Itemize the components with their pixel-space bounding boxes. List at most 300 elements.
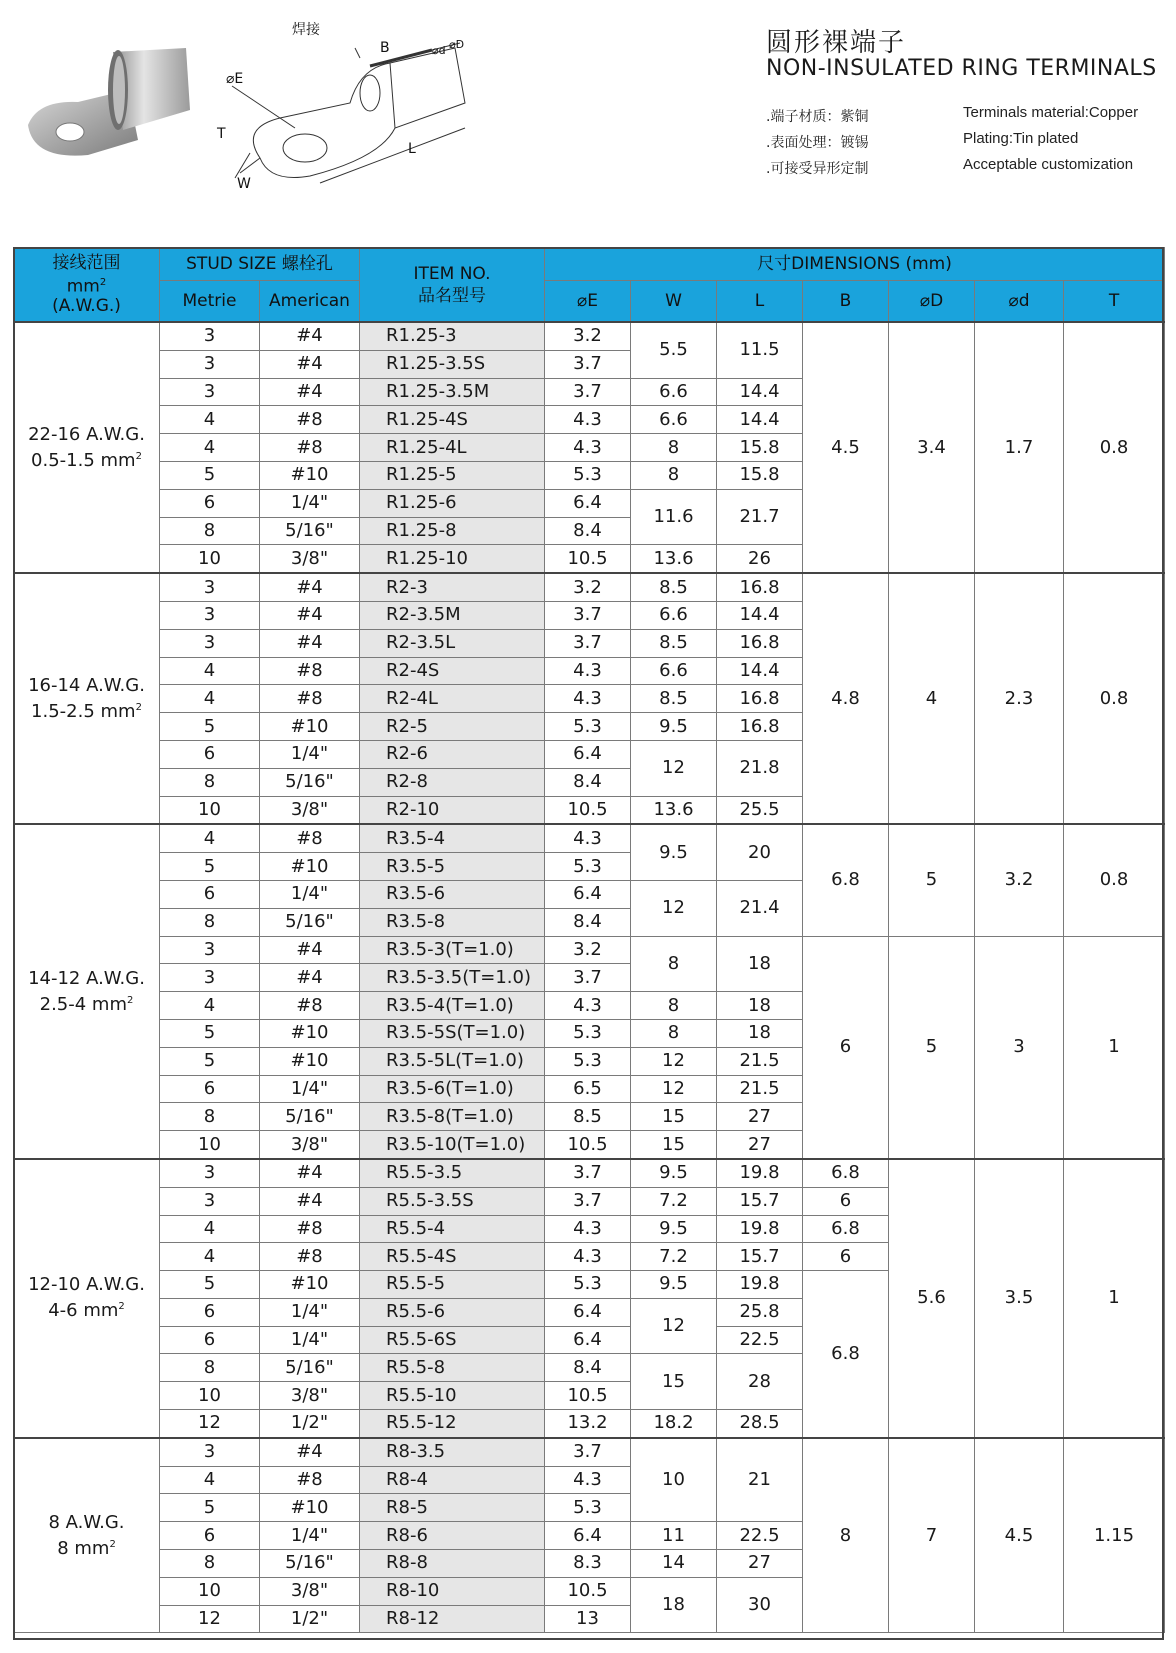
w-cell: 11 bbox=[631, 1522, 717, 1550]
label-e: ⌀E bbox=[226, 71, 244, 87]
item-cell: R3.5-4(T=1.0) bbox=[360, 992, 545, 1020]
e-cell: 5.3 bbox=[545, 713, 631, 741]
e-cell: 3.7 bbox=[545, 629, 631, 657]
l-cell: 18 bbox=[717, 992, 803, 1020]
e-cell: 10.5 bbox=[545, 1382, 631, 1410]
metric-cell: 3 bbox=[160, 601, 260, 629]
label-big-d: ⌀D bbox=[449, 38, 465, 51]
american-cell: #4 bbox=[260, 601, 360, 629]
dim-b-cell: 6 bbox=[803, 1243, 889, 1271]
w-cell: 13.6 bbox=[631, 796, 717, 824]
item-cell: R8-12 bbox=[360, 1605, 545, 1633]
title-cn: 圆形裸端子 bbox=[766, 28, 907, 58]
american-cell: #8 bbox=[260, 1466, 360, 1494]
item-cell: R2-3 bbox=[360, 573, 545, 601]
w-cell: 6.6 bbox=[631, 657, 717, 685]
e-cell: 4.3 bbox=[545, 1243, 631, 1271]
dimension-diagram bbox=[217, 8, 520, 198]
item-cell: R3.5-6 bbox=[360, 880, 545, 908]
item-cell: R1.25-6 bbox=[360, 489, 545, 517]
dim-b-cell: 4.5 bbox=[803, 322, 889, 573]
dim-d-cell: 7 bbox=[889, 1438, 975, 1633]
e-cell: 10.5 bbox=[545, 1131, 631, 1159]
item-cell: R5.5-8 bbox=[360, 1354, 545, 1382]
american-cell: #8 bbox=[260, 824, 360, 852]
dim-t-cell: 0.8 bbox=[1064, 573, 1165, 824]
col-l-header: L bbox=[717, 281, 803, 323]
item-cell: R1.25-4L bbox=[360, 434, 545, 462]
american-cell: #4 bbox=[260, 629, 360, 657]
range-mm: 4-6 mm bbox=[48, 1300, 119, 1322]
dim-cell: 6 bbox=[803, 936, 889, 1159]
metric-cell: 4 bbox=[160, 685, 260, 713]
american-cell: #4 bbox=[260, 573, 360, 601]
metric-cell: 3 bbox=[160, 378, 260, 406]
metric-cell: 6 bbox=[160, 1075, 260, 1103]
dim-b-cell: 4.8 bbox=[803, 573, 889, 824]
e-cell: 4.3 bbox=[545, 406, 631, 434]
item-cell: R3.5-10(T=1.0) bbox=[360, 1131, 545, 1159]
range-mm: 0.5-1.5 mm bbox=[31, 449, 136, 471]
american-cell: #4 bbox=[260, 378, 360, 406]
dim-cell: 1 bbox=[1064, 936, 1165, 1159]
american-cell: #4 bbox=[260, 1187, 360, 1215]
w-cell: 13.6 bbox=[631, 545, 717, 573]
l-cell: 21.5 bbox=[717, 1075, 803, 1103]
metric-cell: 6 bbox=[160, 1326, 260, 1354]
dim-cell: 3 bbox=[975, 936, 1064, 1159]
metric-cell: 4 bbox=[160, 1466, 260, 1494]
l-cell: 18 bbox=[717, 1019, 803, 1047]
w-cell: 8.5 bbox=[631, 685, 717, 713]
l-cell: 21 bbox=[717, 1438, 803, 1522]
e-cell: 10.5 bbox=[545, 1577, 631, 1605]
l-cell: 21.4 bbox=[717, 880, 803, 936]
l-cell: 16.8 bbox=[717, 713, 803, 741]
american-cell: 5/16" bbox=[260, 768, 360, 796]
item-cell: R5.5-6 bbox=[360, 1298, 545, 1326]
american-cell: #10 bbox=[260, 1271, 360, 1299]
metric-cell: 8 bbox=[160, 517, 260, 545]
metric-cell: 12 bbox=[160, 1410, 260, 1438]
item-cell: R3.5-3(T=1.0) bbox=[360, 936, 545, 964]
e-cell: 4.3 bbox=[545, 1466, 631, 1494]
metric-cell: 6 bbox=[160, 1522, 260, 1550]
dim-cell: 1 bbox=[1064, 1159, 1165, 1438]
w-cell: 12 bbox=[631, 1047, 717, 1075]
metric-cell: 4 bbox=[160, 1243, 260, 1271]
e-cell: 3.2 bbox=[545, 573, 631, 601]
metric-cell: 4 bbox=[160, 657, 260, 685]
item-cell: R2-10 bbox=[360, 796, 545, 824]
spec-cn-material: .端子材质：紫铜 bbox=[766, 109, 869, 125]
dim-d-cell: 4.5 bbox=[975, 1438, 1064, 1633]
metric-cell: 4 bbox=[160, 434, 260, 462]
metric-cell: 3 bbox=[160, 1438, 260, 1466]
item-cell: R3.5-8(T=1.0) bbox=[360, 1103, 545, 1131]
w-cell: 8.5 bbox=[631, 573, 717, 601]
l-cell: 28 bbox=[717, 1354, 803, 1410]
e-cell: 6.4 bbox=[545, 1522, 631, 1550]
metric-cell: 10 bbox=[160, 545, 260, 573]
item-cell: R3.5-5 bbox=[360, 853, 545, 881]
l-cell: 19.8 bbox=[717, 1159, 803, 1187]
american-cell: 5/16" bbox=[260, 517, 360, 545]
american-cell: #10 bbox=[260, 1019, 360, 1047]
dim-cell: 3.2 bbox=[975, 824, 1064, 936]
american-cell: 3/8" bbox=[260, 1382, 360, 1410]
table-row bbox=[14, 936, 1165, 964]
e-cell: 10.5 bbox=[545, 796, 631, 824]
stud-size-header: STUD SIZE 螺栓孔 bbox=[160, 248, 360, 281]
metric-cell: 3 bbox=[160, 1159, 260, 1187]
table-row bbox=[14, 322, 1165, 350]
l-cell: 16.8 bbox=[717, 629, 803, 657]
item-cell: R3.5-4 bbox=[360, 824, 545, 852]
col-small-d-header: ⌀d bbox=[975, 281, 1064, 323]
l-cell: 21.5 bbox=[717, 1047, 803, 1075]
metric-cell: 4 bbox=[160, 406, 260, 434]
w-cell: 12 bbox=[631, 1298, 717, 1354]
range-awg: 16-14 A.W.G. bbox=[28, 674, 145, 696]
l-cell: 25.5 bbox=[717, 796, 803, 824]
e-cell: 8.5 bbox=[545, 1103, 631, 1131]
metric-cell: 8 bbox=[160, 1103, 260, 1131]
l-cell: 15.8 bbox=[717, 461, 803, 489]
item-cell: R3.5-6(T=1.0) bbox=[360, 1075, 545, 1103]
metric-cell: 3 bbox=[160, 936, 260, 964]
e-cell: 4.3 bbox=[545, 657, 631, 685]
american-cell: #8 bbox=[260, 1215, 360, 1243]
american-cell: 5/16" bbox=[260, 1550, 360, 1578]
e-cell: 6.4 bbox=[545, 880, 631, 908]
e-cell: 5.3 bbox=[545, 1271, 631, 1299]
label-b: B bbox=[380, 40, 390, 56]
item-cell: R2-8 bbox=[360, 768, 545, 796]
e-cell: 6.4 bbox=[545, 489, 631, 517]
col-big-d-header: ⌀D bbox=[889, 281, 975, 323]
american-cell: 1/4" bbox=[260, 880, 360, 908]
item-cell: R8-8 bbox=[360, 1550, 545, 1578]
e-cell: 6.5 bbox=[545, 1075, 631, 1103]
e-cell: 3.2 bbox=[545, 936, 631, 964]
e-cell: 4.3 bbox=[545, 824, 631, 852]
item-cell: R8-5 bbox=[360, 1494, 545, 1522]
item-cell: R5.5-4S bbox=[360, 1243, 545, 1271]
e-cell: 6.4 bbox=[545, 1298, 631, 1326]
e-cell: 10.5 bbox=[545, 545, 631, 573]
metric-cell: 3 bbox=[160, 350, 260, 378]
metric-cell: 5 bbox=[160, 853, 260, 881]
american-cell: 3/8" bbox=[260, 796, 360, 824]
american-cell: #8 bbox=[260, 685, 360, 713]
item-cell: R1.25-3.5S bbox=[360, 350, 545, 378]
l-cell: 19.8 bbox=[717, 1215, 803, 1243]
w-cell: 14 bbox=[631, 1550, 717, 1578]
terminal-photo bbox=[18, 30, 218, 180]
metric-cell: 8 bbox=[160, 768, 260, 796]
range-awg: 12-10 A.W.G. bbox=[28, 1274, 145, 1296]
range-awg: 22-16 A.W.G. bbox=[28, 423, 145, 445]
range-mm: 8 mm bbox=[57, 1537, 110, 1559]
dim-b-cell: 6.8 bbox=[803, 1215, 889, 1243]
l-cell: 14.4 bbox=[717, 601, 803, 629]
american-cell: 3/8" bbox=[260, 1131, 360, 1159]
w-cell: 12 bbox=[631, 1075, 717, 1103]
american-cell: 1/4" bbox=[260, 1298, 360, 1326]
col-t-header: T bbox=[1064, 281, 1165, 323]
metric-cell: 5 bbox=[160, 713, 260, 741]
e-cell: 5.3 bbox=[545, 461, 631, 489]
label-l: L bbox=[408, 141, 416, 157]
metric-cell: 3 bbox=[160, 322, 260, 350]
american-header: American bbox=[260, 281, 360, 323]
item-cell: R8-10 bbox=[360, 1577, 545, 1605]
item-en: ITEM NO. bbox=[413, 263, 491, 284]
w-cell: 8 bbox=[631, 992, 717, 1020]
item-cell: R2-3.5L bbox=[360, 629, 545, 657]
american-cell: 1/2" bbox=[260, 1410, 360, 1438]
dim-cell: 5 bbox=[889, 824, 975, 936]
w-cell: 9.5 bbox=[631, 1215, 717, 1243]
w-cell: 6.6 bbox=[631, 601, 717, 629]
metric-cell: 3 bbox=[160, 964, 260, 992]
american-cell: #8 bbox=[260, 657, 360, 685]
item-cell: R8-4 bbox=[360, 1466, 545, 1494]
title-en: NON-INSULATED RING TERMINALS bbox=[766, 56, 1157, 81]
spec-en-material: Terminals material:Copper bbox=[963, 104, 1139, 121]
metric-cell: 3 bbox=[160, 629, 260, 657]
item-cell: R5.5-3.5S bbox=[360, 1187, 545, 1215]
item-cell: R2-6 bbox=[360, 740, 545, 768]
metric-cell: 10 bbox=[160, 796, 260, 824]
metric-cell: 10 bbox=[160, 1577, 260, 1605]
range-mm: 1.5-2.5 mm bbox=[31, 700, 136, 722]
item-cell: R5.5-4 bbox=[360, 1215, 545, 1243]
spec-cn-custom: .可接受异形定制 bbox=[766, 161, 869, 177]
w-cell: 8 bbox=[631, 1019, 717, 1047]
e-cell: 3.7 bbox=[545, 601, 631, 629]
range-awg: (A.W.G.) bbox=[52, 296, 121, 317]
item-cell: R5.5-12 bbox=[360, 1410, 545, 1438]
range-cn: 接线范围 bbox=[52, 252, 121, 273]
item-cn: 品名型号 bbox=[418, 285, 486, 306]
e-cell: 5.3 bbox=[545, 853, 631, 881]
dim-d-cell: 3.4 bbox=[889, 322, 975, 573]
american-cell: #4 bbox=[260, 1159, 360, 1187]
w-cell: 10 bbox=[631, 1438, 717, 1522]
w-cell: 15 bbox=[631, 1103, 717, 1131]
w-cell: 15 bbox=[631, 1131, 717, 1159]
l-cell: 19.8 bbox=[717, 1271, 803, 1299]
dim-d-cell: 2.3 bbox=[975, 573, 1064, 824]
metric-cell: 6 bbox=[160, 880, 260, 908]
e-cell: 4.3 bbox=[545, 685, 631, 713]
w-cell: 8 bbox=[631, 461, 717, 489]
e-cell: 3.7 bbox=[545, 350, 631, 378]
label-w: W bbox=[237, 176, 251, 192]
metric-cell: 4 bbox=[160, 1215, 260, 1243]
american-cell: 1/4" bbox=[260, 740, 360, 768]
w-cell: 18.2 bbox=[631, 1410, 717, 1438]
metric-cell: 10 bbox=[160, 1131, 260, 1159]
american-cell: 1/2" bbox=[260, 1605, 360, 1633]
metric-cell: 6 bbox=[160, 740, 260, 768]
metric-cell: 5 bbox=[160, 1494, 260, 1522]
l-cell: 27 bbox=[717, 1550, 803, 1578]
e-cell: 4.3 bbox=[545, 992, 631, 1020]
w-cell: 5.5 bbox=[631, 322, 717, 378]
l-cell: 16.8 bbox=[717, 573, 803, 601]
wire-range-cell: 14-12 A.W.G. 2.5-4 $mm^2$ bbox=[14, 824, 160, 1159]
table-row bbox=[14, 573, 1165, 601]
table-row bbox=[14, 824, 1165, 852]
e-cell: 4.3 bbox=[545, 434, 631, 462]
item-cell: R5.5-5 bbox=[360, 1271, 545, 1299]
metric-cell: 3 bbox=[160, 573, 260, 601]
metric-cell: 8 bbox=[160, 908, 260, 936]
metric-cell: 12 bbox=[160, 1605, 260, 1633]
metric-cell: 10 bbox=[160, 1382, 260, 1410]
american-cell: #8 bbox=[260, 1243, 360, 1271]
dim-cell: 5.6 bbox=[889, 1159, 975, 1438]
dim-b-cell: 6.8 bbox=[803, 1159, 889, 1187]
w-cell: 7.2 bbox=[631, 1243, 717, 1271]
metric-cell: 5 bbox=[160, 1019, 260, 1047]
w-cell: 18 bbox=[631, 1577, 717, 1633]
item-cell: R2-5 bbox=[360, 713, 545, 741]
dim-b-cell: 8 bbox=[803, 1438, 889, 1633]
e-cell: 6.4 bbox=[545, 1326, 631, 1354]
l-cell: 21.8 bbox=[717, 740, 803, 796]
w-cell: 9.5 bbox=[631, 1159, 717, 1187]
l-cell: 27 bbox=[717, 1103, 803, 1131]
american-cell: #8 bbox=[260, 406, 360, 434]
range-unit: mm bbox=[66, 276, 100, 297]
american-cell: #10 bbox=[260, 461, 360, 489]
w-cell: 9.5 bbox=[631, 713, 717, 741]
e-cell: 8.4 bbox=[545, 768, 631, 796]
item-cell: R3.5-5L(T=1.0) bbox=[360, 1047, 545, 1075]
spec-en-custom: Acceptable customization bbox=[963, 156, 1134, 173]
label-t: T bbox=[217, 126, 226, 142]
american-cell: #10 bbox=[260, 713, 360, 741]
item-cell: R1.25-5 bbox=[360, 461, 545, 489]
spec-table bbox=[13, 247, 1165, 1633]
l-cell: 15.7 bbox=[717, 1243, 803, 1271]
american-cell: 5/16" bbox=[260, 908, 360, 936]
e-cell: 8.3 bbox=[545, 1550, 631, 1578]
metric-cell: 3 bbox=[160, 1187, 260, 1215]
range-header: 接线范围 $mm^2$ (A.W.G.) bbox=[14, 248, 160, 323]
dim-d-cell: 4 bbox=[889, 573, 975, 824]
col-b-header: B bbox=[803, 281, 889, 323]
e-cell: 8.4 bbox=[545, 1354, 631, 1382]
range-mm: 2.5-4 mm bbox=[39, 993, 127, 1015]
e-cell: 13.2 bbox=[545, 1410, 631, 1438]
american-cell: #8 bbox=[260, 434, 360, 462]
dimensions-header: 尺寸DIMENSIONS (mm) bbox=[545, 248, 1165, 281]
dim-d-cell: 1.7 bbox=[975, 322, 1064, 573]
e-cell: 3.7 bbox=[545, 1159, 631, 1187]
american-cell: 5/16" bbox=[260, 1354, 360, 1382]
l-cell: 20 bbox=[717, 824, 803, 880]
l-cell: 14.4 bbox=[717, 378, 803, 406]
col-w-header: W bbox=[631, 281, 717, 323]
l-cell: 11.5 bbox=[717, 322, 803, 378]
w-cell: 12 bbox=[631, 880, 717, 936]
w-cell: 8 bbox=[631, 936, 717, 992]
e-cell: 3.7 bbox=[545, 1187, 631, 1215]
american-cell: #4 bbox=[260, 936, 360, 964]
l-cell: 30 bbox=[717, 1577, 803, 1633]
metric-cell: 6 bbox=[160, 1298, 260, 1326]
e-cell: 5.3 bbox=[545, 1019, 631, 1047]
item-cell: R1.25-8 bbox=[360, 517, 545, 545]
l-cell: 14.4 bbox=[717, 657, 803, 685]
l-cell: 15.7 bbox=[717, 1187, 803, 1215]
w-cell: 9.5 bbox=[631, 824, 717, 880]
dim-b-cell: 6.8 bbox=[803, 1271, 889, 1438]
e-cell: 4.3 bbox=[545, 1215, 631, 1243]
american-cell: 5/16" bbox=[260, 1103, 360, 1131]
american-cell: #8 bbox=[260, 992, 360, 1020]
item-cell: R8-6 bbox=[360, 1522, 545, 1550]
l-cell: 15.8 bbox=[717, 434, 803, 462]
item-cell: R3.5-3.5(T=1.0) bbox=[360, 964, 545, 992]
american-cell: 1/4" bbox=[260, 1522, 360, 1550]
american-cell: 1/4" bbox=[260, 1326, 360, 1354]
spec-cn-plating: .表面处理：镀锡 bbox=[766, 135, 869, 151]
e-cell: 5.3 bbox=[545, 1494, 631, 1522]
label-small-d: ⌀d bbox=[432, 44, 446, 57]
w-cell: 11.6 bbox=[631, 489, 717, 545]
metric-header: Metrie bbox=[160, 281, 260, 323]
metric-cell: 4 bbox=[160, 992, 260, 1020]
metric-cell: 5 bbox=[160, 1271, 260, 1299]
dim-t-cell: 1.15 bbox=[1064, 1438, 1165, 1633]
e-cell: 13 bbox=[545, 1605, 631, 1633]
dim-b-cell: 6 bbox=[803, 1187, 889, 1215]
metric-cell: 8 bbox=[160, 1354, 260, 1382]
l-cell: 22.5 bbox=[717, 1326, 803, 1354]
dim-cell: 6.8 bbox=[803, 824, 889, 936]
e-cell: 6.4 bbox=[545, 740, 631, 768]
w-cell: 12 bbox=[631, 740, 717, 796]
w-cell: 6.6 bbox=[631, 406, 717, 434]
wire-range-cell: 8 A.W.G. 8 $mm^2$ bbox=[14, 1438, 160, 1633]
w-cell: 15 bbox=[631, 1354, 717, 1410]
item-cell: R5.5-10 bbox=[360, 1382, 545, 1410]
metric-cell: 5 bbox=[160, 461, 260, 489]
l-cell: 26 bbox=[717, 545, 803, 573]
american-cell: #4 bbox=[260, 350, 360, 378]
metric-cell: 6 bbox=[160, 489, 260, 517]
l-cell: 28.5 bbox=[717, 1410, 803, 1438]
item-cell: R1.25-3.5M bbox=[360, 378, 545, 406]
l-cell: 16.8 bbox=[717, 685, 803, 713]
item-cell: R2-3.5M bbox=[360, 601, 545, 629]
item-cell: R1.25-4S bbox=[360, 406, 545, 434]
e-cell: 8.4 bbox=[545, 908, 631, 936]
item-cell: R1.25-10 bbox=[360, 545, 545, 573]
l-cell: 14.4 bbox=[717, 406, 803, 434]
w-cell: 7.2 bbox=[631, 1187, 717, 1215]
dim-cell: 3.5 bbox=[975, 1159, 1064, 1438]
table-row bbox=[14, 1438, 1165, 1466]
weld-label: 焊接 bbox=[292, 22, 320, 38]
item-header bbox=[360, 248, 545, 323]
